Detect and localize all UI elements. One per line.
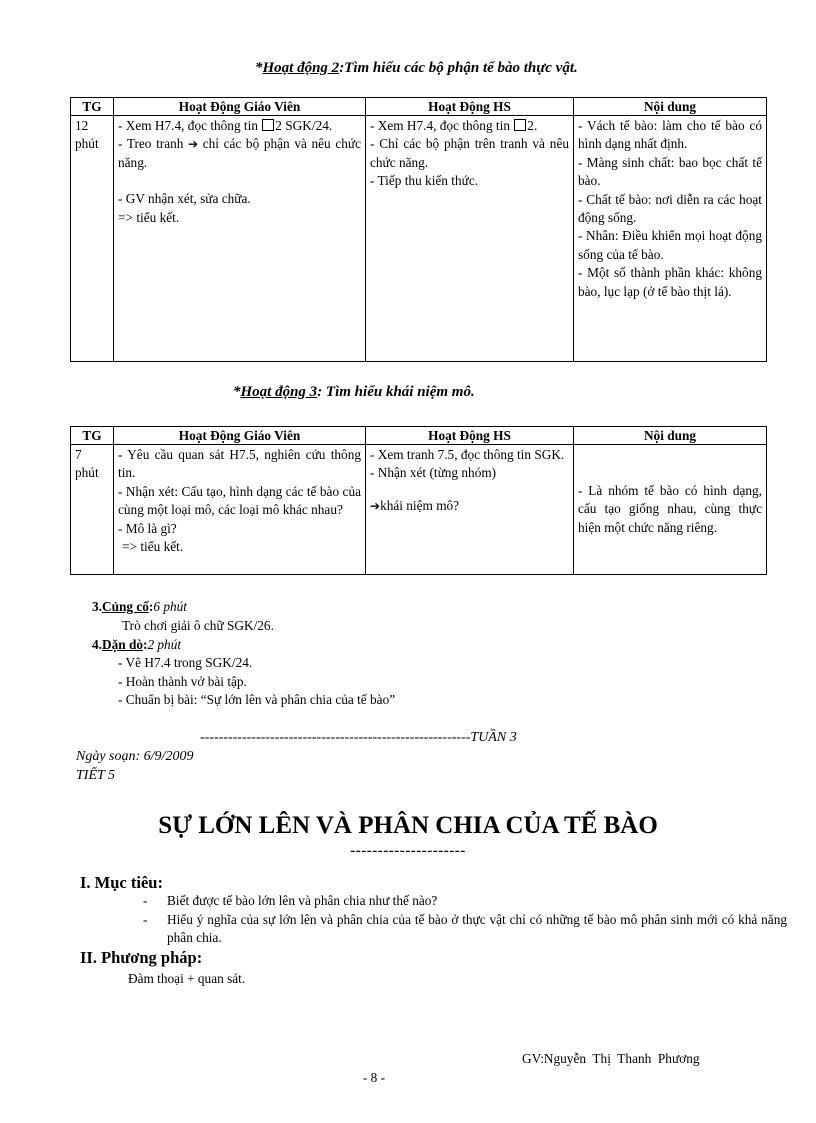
header-content: Nội dung bbox=[574, 427, 767, 445]
dash-marker: - bbox=[143, 912, 148, 927]
dan-do-item: - Vẽ H7.4 trong SGK/24. bbox=[118, 655, 253, 670]
teacher-line: - Yêu cầu quan sát H7.5, nghiên cứu thông tin. bbox=[118, 447, 361, 481]
cung-co-number: 3. bbox=[92, 599, 102, 614]
header-student: Hoạt Động HS bbox=[366, 98, 574, 116]
teacher-line: - Mô là gì? bbox=[118, 520, 177, 536]
footer-author: GV:Nguyễn Thị Thanh Phương bbox=[522, 1051, 700, 1066]
content-line: - Là nhóm tế bào có hình dạng, cấu tạo giống nhau, cùng thực hiện một chức năng riêng. bbox=[578, 483, 762, 535]
dan-do-time: 2 phút bbox=[147, 637, 182, 652]
date-line: Ngày soạn: 6/9/2009 bbox=[76, 749, 194, 764]
header-teacher: Hoạt Động Giáo Viên bbox=[114, 98, 366, 116]
teacher-line bbox=[118, 135, 361, 172]
dan-do-colon: : bbox=[143, 637, 148, 652]
time-number: 7 bbox=[75, 447, 82, 462]
page-number: - 8 - bbox=[362, 1070, 386, 1085]
content-line: - Vách tế bào: làm cho tế bào có hình dạng nhất định. bbox=[578, 118, 762, 152]
teacher-line: => tiểu kết. bbox=[122, 539, 184, 555]
teacher-line: - GV nhận xét, sửa chữa. bbox=[118, 191, 251, 207]
dan-do-item: - Hoàn thành vở bài tập. bbox=[118, 674, 247, 689]
activity-3-prefix: * bbox=[233, 384, 241, 400]
spacer bbox=[118, 172, 361, 190]
teacher-text: 2 SGK/24. bbox=[275, 118, 333, 133]
teacher-cell bbox=[114, 445, 366, 575]
title-rule: --------------------- bbox=[350, 843, 466, 859]
header-teacher: Hoạt Động Giáo Viên bbox=[114, 427, 366, 445]
activity-2-label: Hoạt động 2 bbox=[262, 60, 340, 76]
header-student: Hoạt Động HS bbox=[366, 427, 574, 445]
dan-do-heading bbox=[92, 636, 181, 654]
content-cell bbox=[574, 445, 767, 575]
time-unit: phút bbox=[75, 465, 99, 481]
student-text: khái niệm mô? bbox=[380, 497, 460, 513]
dan-do-number: 4. bbox=[92, 637, 102, 652]
teacher-line: - Nhận xét: Cấu tạo, hình dạng các tế bào của cùng một loại mô, các loại mô khác nhau? bbox=[118, 483, 361, 518]
content-cell bbox=[574, 116, 767, 362]
content-line: - Nhân: Điều khiển mọi hoạt động sống của tế bào. bbox=[578, 228, 762, 262]
objective-item bbox=[143, 911, 793, 949]
dash-marker: - bbox=[143, 893, 148, 908]
student-text: - Xem H7.4, đọc thông tin bbox=[370, 118, 514, 133]
activity-3-title bbox=[233, 384, 475, 401]
objective-item bbox=[143, 892, 793, 911]
cung-co-time: 6 phút bbox=[153, 599, 187, 614]
right-arrow-icon: ➔ bbox=[188, 137, 199, 152]
teacher-text: - Treo tranh bbox=[118, 136, 189, 152]
activity-2-rest: :Tìm hiểu các bộ phận tế bào thực vật. bbox=[339, 60, 578, 76]
student-line: - Tiếp thu kiến thức. bbox=[370, 173, 479, 189]
week-separator: ----------------------------------------------------------TUẦN 3 bbox=[200, 730, 517, 745]
teacher-line: => tiểu kết. bbox=[118, 209, 180, 225]
student-line bbox=[370, 117, 569, 135]
time-cell bbox=[71, 116, 114, 362]
spacer bbox=[370, 483, 569, 497]
dan-do-label: Dặn dò bbox=[101, 637, 143, 652]
student-line: - Nhận xét (từng nhóm) bbox=[370, 465, 497, 481]
content-line: - Chất tế bào: nơi diễn ra các hoạt động sống. bbox=[578, 191, 762, 226]
dan-do-item: - Chuẩn bị bài: “Sự lớn lên và phân chia của tế bào” bbox=[118, 692, 396, 707]
activity-3-table bbox=[70, 426, 767, 575]
objective-text: Biết được tế bào lớn lên và phân chia như thế nào? bbox=[167, 893, 438, 908]
section-2-heading: II. Phương pháp: bbox=[80, 948, 203, 967]
teacher-text: - Xem H7.4, đọc thông tin bbox=[118, 118, 262, 133]
page-title: SỰ LỚN LÊN VÀ PHÂN CHIA CỦA TẾ BÀO bbox=[158, 812, 658, 839]
cung-co-label: Củng cố bbox=[101, 599, 149, 614]
student-cell bbox=[366, 445, 574, 575]
teacher-cell bbox=[114, 116, 366, 362]
time-unit: phút bbox=[75, 136, 99, 152]
cung-co-colon: : bbox=[148, 599, 154, 614]
objective-text: Hiểu ý nghĩa của sự lớn lên và phân chia của tế bào ở thực vật chỉ có những tế bào mô phân sinh mới có khả năng phân chia. bbox=[167, 912, 787, 946]
activity-2-table bbox=[70, 97, 767, 362]
cung-co-text: Trò chơi giải ô chữ SGK/26. bbox=[122, 618, 274, 633]
student-line: - Chỉ các bộ phận trên tranh và nêu chức năng. bbox=[370, 136, 569, 170]
teacher-text: chỉ các bộ phận và nêu chức năng. bbox=[118, 136, 361, 170]
header-tg: TG bbox=[71, 98, 114, 116]
section-1-heading: I. Mục tiêu: bbox=[80, 873, 163, 892]
header-content: Nội dung bbox=[574, 98, 767, 116]
right-arrow-icon: ➔ bbox=[370, 498, 381, 513]
section-2-text: Đàm thoại + quan sát. bbox=[128, 971, 246, 986]
checkbox-square-icon bbox=[514, 119, 526, 131]
student-line bbox=[370, 497, 569, 515]
content-line: - Một số thành phần khác: không bào, lục lạp (ở tế bào thịt lá). bbox=[578, 265, 762, 299]
student-text: 2. bbox=[527, 118, 538, 133]
student-cell bbox=[366, 116, 574, 362]
lesson-line: TIẾT 5 bbox=[76, 768, 116, 783]
activity-3-label: Hoạt động 3 bbox=[240, 384, 318, 400]
cung-co-heading bbox=[92, 598, 187, 616]
time-cell bbox=[71, 445, 114, 575]
student-line: - Xem tranh 7.5, đọc thông tin SGK. bbox=[370, 447, 565, 462]
header-tg: TG bbox=[71, 427, 114, 445]
content-line: - Màng sinh chất: bao bọc chất tế bào. bbox=[578, 154, 762, 189]
activity-2-prefix: * bbox=[255, 60, 263, 76]
activity-2-title bbox=[255, 60, 578, 77]
time-number: 12 bbox=[75, 118, 89, 133]
checkbox-square-icon bbox=[262, 119, 274, 131]
teacher-line bbox=[118, 117, 361, 135]
activity-3-rest: : Tìm hiểu khái niệm mô. bbox=[317, 384, 475, 400]
spacer bbox=[578, 446, 762, 482]
